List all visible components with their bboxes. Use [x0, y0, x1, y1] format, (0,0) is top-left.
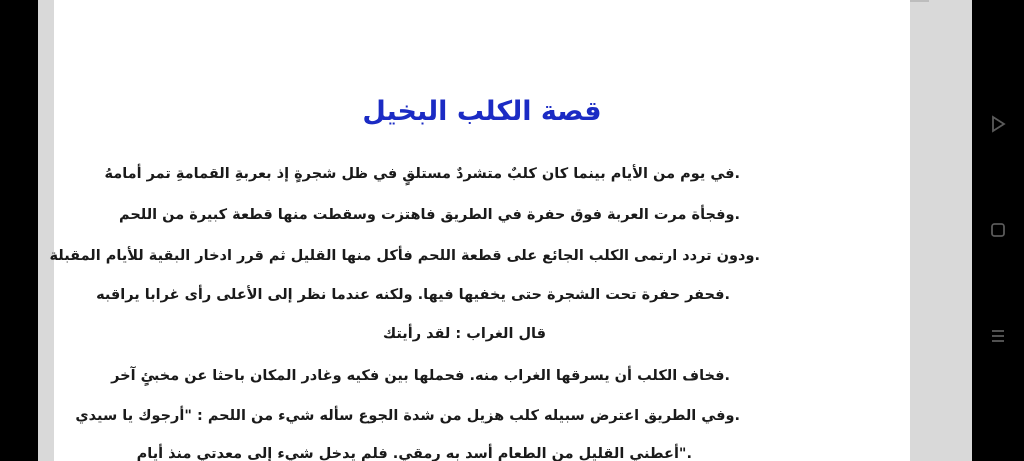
paragraph-line: .وفي الطريق اعترض سبيله كلب هزيل من شدة الجوع سأله شيء من اللحم : "أرجوك يا سيدي: [75, 408, 740, 424]
triangle-back-icon: [988, 114, 1008, 134]
paragraph-line: قال الغراب : لقد رأيتك: [382, 326, 546, 342]
document-page: [49, 0, 910, 461]
square-home-icon: [988, 220, 1008, 240]
paragraph-line: .ودون تردد ارتمى الكلب الجائع على قطعة اللحم فأكل منها القليل ثم قرر ادخار البقية للأيام المقبلة: [49, 248, 760, 264]
paragraph-line: ."أعطني القليل من الطعام أسد به رمقي. فلم يدخل شيء إلى معدتي منذ أيام: [136, 446, 692, 461]
paragraph-line: .في يوم من الأيام بينما كان كلبٌ متشردٌ مستلقٍ في ظل شجرةٍ إذ بعربةِ القمامةِ تمر أمامهُ: [104, 166, 740, 182]
recent-apps-button[interactable]: [988, 326, 1008, 346]
lines-recent-icon: [988, 326, 1008, 346]
home-button[interactable]: [988, 220, 1008, 240]
story-title: قصة الكلب البخيل: [362, 96, 602, 127]
left-screen-edge: [0, 0, 38, 461]
back-button[interactable]: [988, 114, 1008, 134]
paragraph-line: .وفجأة مرت العربة فوق حفرة في الطريق فاهتزت وسقطت منها قطعة كبيرة من اللحم: [118, 207, 740, 223]
system-navigation-bar: [972, 0, 1024, 461]
paragraph-line: .فخاف الكلب أن يسرقها الغراب منه. فحملها بين فكيه وغادر المكان باحثا عن مخبئٍ آخر: [111, 368, 730, 384]
document-viewer[interactable]: [38, 0, 972, 461]
paragraph-line: .فحفر حفرة تحت الشجرة حتى يخفيها فيها. ولكنه عندما نظر إلى الأعلى رأى غرابا يراقبه: [96, 287, 730, 303]
